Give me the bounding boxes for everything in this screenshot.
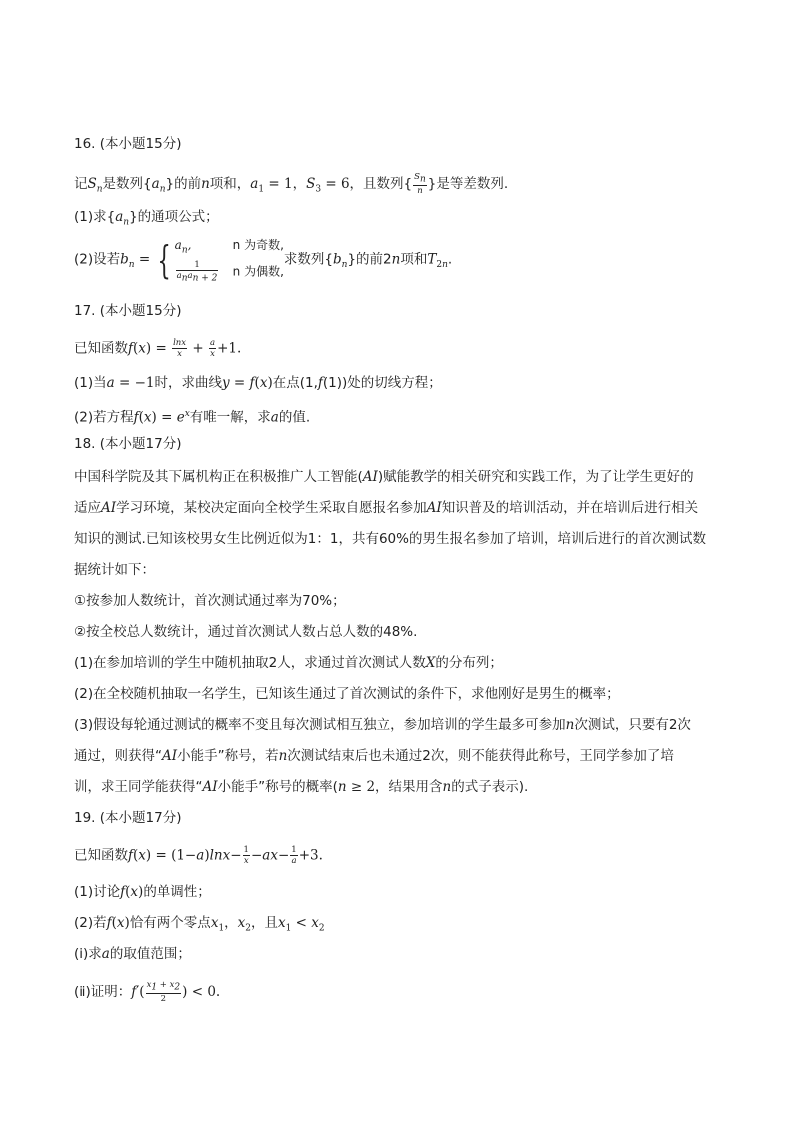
q17-stem: 已知函数f(x) = $\frac{\ln x}{x}$ + $\frac{a}{x}$ +1. [74,338,242,359]
q19-heading: 19. (本小题17分) [74,810,182,826]
q18-part3-cont1: 通过，则获得“AI小能手”称号，若n次测试结束后也未通过2次，则不能获得此称号，王同学参加了培 [74,748,674,764]
q18-part1: (1)在参加培训的学生中随机抽取2人，求通过首次测试人数X的分布列； [74,655,503,671]
q18-line4: 据统计如下： [74,562,155,578]
q19-part2-i: (ⅰ)求a的取值范围； [74,946,191,962]
q19-stem: 已知函数f(x) = (1−a)lnx− $\frac{1}{x}$ −ax− $\frac{1}{a}$ +3. [74,845,323,866]
q18-condition2: ②按全校总人数统计，通过首次测试人数占总人数的48%. [74,624,418,640]
q18-line3: 知识的测试.已知该校男女生比例近似为1：1，共有60%的男生报名参加了培训，培训后进行的首次测试数 [74,531,706,547]
q19-part1: (1)讨论f(x)的单调性； [74,884,211,900]
q18-condition1: ①按参加人数统计，首次测试通过率为70%； [74,593,346,609]
q19-part2: (2)若f(x)恰有两个零点$x_1$，$x_2$，且$x_1 < x_2$ [74,915,325,934]
q17-part2: (2)若方程$f(x) = e^x$有唯一解，求a的值. [74,409,311,426]
q18-line1: 中国科学院及其下属机构正在积极推广人工智能(AI)赋能教学的相关研究和实践工作，为了让学生更好的 [74,469,694,485]
q16-part2: (2)设若$b_n$ = { $a_n$, n 为奇数, $\frac{1}{a_na_{n + 2}}$ n 为偶数, 求数列$\{b_n\}$的前2n项和$T_{2n}$. [74,237,453,285]
q16-stem: 记$S_n$是数列$\{a_n\}$的前n项和，$a_1 = 1$，$S_3 = 6$，且数列{ $\frac{S_n}{n}$ }是等差数列. [74,172,509,196]
q18-part3: (3)假设每轮通过测试的概率不变且每次测试相互独立，参加培训的学生最多可参加n次测试，只要有2次 [74,717,691,733]
q18-part3-cont2: 训，求王同学能获得“AI小能手”称号的概率(n ≥ 2，结果用含n的式子表示). [74,779,529,795]
q19-part2-ii: (ⅱ)证明：f′( $\frac{x_1 + x_2}{2}$ ) < 0. [74,980,221,1004]
q17-heading: 17. (本小题15分) [74,303,182,319]
q18-line2: 适应AI学习环境，某校决定面向全校学生采取自愿报名参加AI知识普及的培训活动，并在培训后进行相关 [74,500,699,516]
q18-part2: (2)在全校随机抽取一名学生，已知该生通过了首次测试的条件下，求他刚好是男生的概率； [74,686,620,702]
q18-heading: 18. (本小题17分) [74,436,182,452]
q16-heading: 16. (本小题15分) [74,136,182,152]
q17-part1: (1)当a = −1时，求曲线y = f(x)在点(1,f(1))处的切线方程； [74,375,442,391]
q16-part1: (1)求$\{a_n\}$的通项公式； [74,209,219,228]
